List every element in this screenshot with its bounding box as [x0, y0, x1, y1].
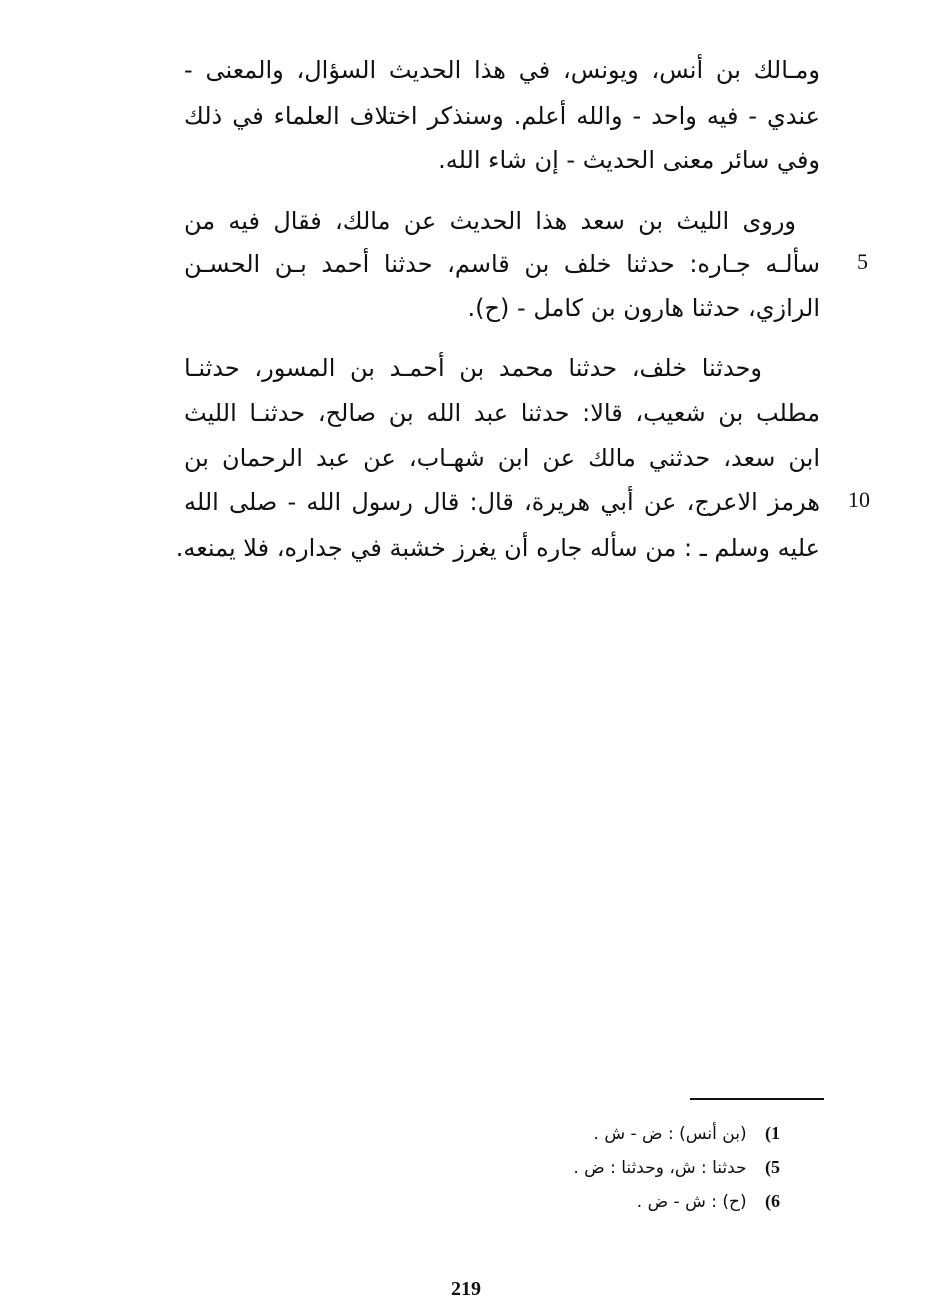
text-line: وحدثنا خلف، حدثنا محمد بن أحمـد بن المسور، حدثنـا	[184, 354, 762, 382]
text-line: عندي - فيه واحد - والله أعلم. وسنذكر اختلاف العلماء في ذلك	[184, 102, 820, 130]
text-line: الرازي، حدثنا هارون بن كامل - (ح).	[467, 294, 820, 322]
footnote-divider	[690, 1098, 824, 1100]
text-line: ابن سعد، حدثني مالك عن ابن شهـاب، عن عبد الرحمان بن	[184, 444, 820, 472]
footnote-text: حدثنا : ش، وحدثنا : ض .	[573, 1158, 747, 1178]
line-number: 10	[848, 487, 870, 512]
text-line: سألـه جـاره: حدثنا خلف بن قاسم، حدثنا أحمد بـن الحسـن	[184, 250, 820, 278]
footnote-number: 1)	[765, 1123, 780, 1143]
footnote-number: 6)	[765, 1191, 780, 1211]
text-line: وفي سائر معنى الحديث - إن شاء الله.	[438, 146, 820, 174]
footnote-number: 5)	[765, 1157, 780, 1177]
footnote-text: (ح) : ش - ض .	[636, 1192, 747, 1212]
text-line: وروى الليث بن سعد هذا الحديث عن مالك، فقال فيه من	[184, 207, 796, 235]
page-number: 219	[451, 1278, 481, 1300]
line-number: 5	[857, 249, 868, 274]
text-line: مطلب بن شعيب، قالا: حدثنا عبد الله بن صالح، حدثنـا الليث	[184, 399, 820, 427]
footnote	[573, 1152, 780, 1183]
text-line: عليه وسلم ـ : من سأله جاره أن يغرز خشبة في جداره، فلا يمنعه.	[175, 534, 820, 562]
text-line: ومـالك بن أنس، ويونس، في هذا الحديث السؤال، والمعنى -	[184, 56, 820, 84]
footnote	[594, 1118, 780, 1149]
footnote	[637, 1186, 780, 1217]
footnote-text: (بن أنس) : ض - ش .	[593, 1124, 747, 1144]
text-line: هرمز الاعرج، عن أبي هريرة، قال: قال رسول الله - صلى الله	[184, 488, 820, 516]
